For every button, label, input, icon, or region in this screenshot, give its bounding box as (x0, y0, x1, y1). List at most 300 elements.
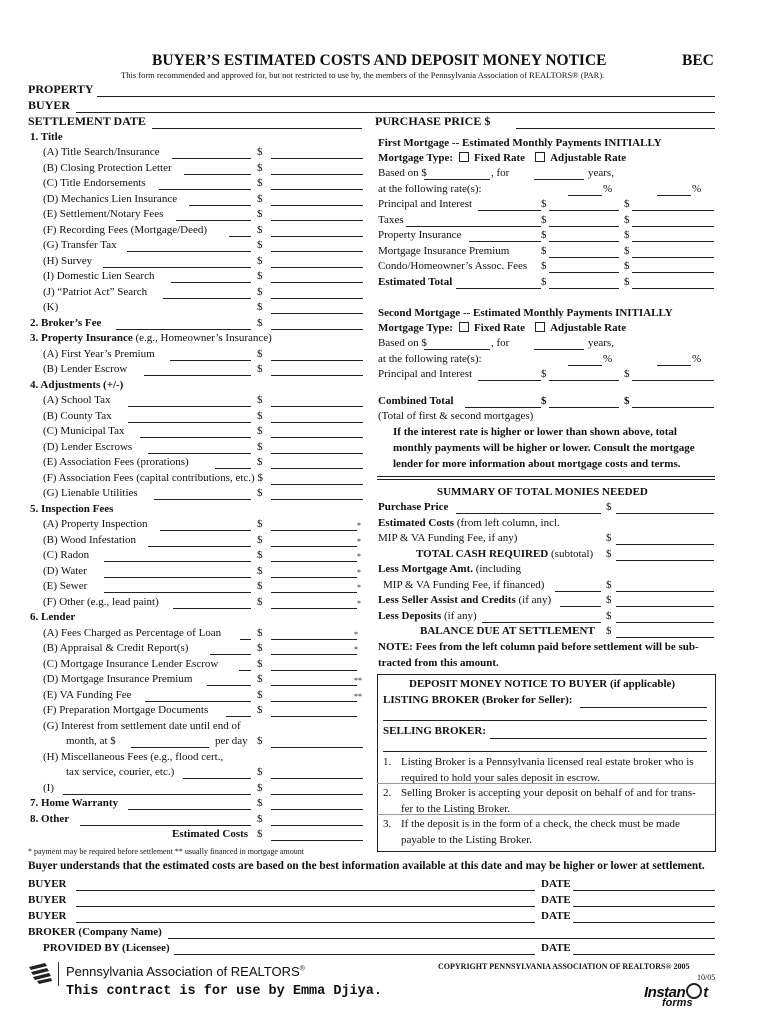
buyer-signature-field[interactable] (76, 890, 535, 891)
dollar-sign: $ (257, 239, 263, 251)
title-item-3: (D) Mechanics Lien Insurance (43, 192, 178, 205)
lender-item-5: (F) Preparation Mortgage Documents (43, 704, 209, 716)
deposit-note-line-1: If the deposit is in the form of a check, the check must be made (401, 818, 680, 830)
dollar-sign: $ (541, 368, 547, 380)
warning-line-2: monthly payments will be higher or lower. Consult the mortgage (393, 442, 695, 454)
dollar-sign: $ (541, 198, 547, 210)
cost-item-blank[interactable] (145, 701, 251, 702)
inspection-item-1: (B) Wood Infestation (43, 533, 137, 546)
fixed-rate-checkbox[interactable] (459, 152, 469, 162)
dollar-sign: $ (257, 673, 263, 685)
lender-item-11: (I) (43, 781, 54, 794)
fixed-rate-checkbox[interactable] (459, 322, 469, 332)
brokers-fee-blank[interactable] (116, 329, 251, 330)
summary-blank[interactable] (456, 513, 601, 514)
property-field[interactable] (97, 96, 715, 97)
summary-row (378, 610, 477, 622)
cost-amount-field[interactable] (271, 499, 363, 500)
cost-amount-field[interactable] (271, 685, 357, 686)
cost-item-blank[interactable] (229, 236, 251, 237)
cost-amount-field[interactable] (271, 530, 357, 531)
combined-total-amount-2[interactable] (632, 407, 714, 408)
combined-total-amount-1[interactable] (549, 407, 619, 408)
summary-row-text: (from left column, incl. (454, 516, 560, 529)
adjustment-item-3: (D) Lender Escrows (43, 440, 133, 453)
asterisk-marker: * (354, 629, 358, 639)
taxes-label: Taxes (378, 213, 404, 226)
dollar-sign: $ (257, 626, 263, 639)
title-item-0: (A) Title Search/Insurance (43, 146, 160, 158)
cost-item-blank[interactable] (173, 608, 251, 609)
cost-amount-field[interactable] (271, 313, 363, 314)
adjustable-rate-checkbox[interactable] (535, 152, 545, 162)
cost-item-blank[interactable] (148, 453, 251, 454)
estimated-total-blank[interactable] (456, 288, 541, 289)
dollar-sign: $ (257, 595, 263, 608)
instant-forms-sub: forms (662, 997, 693, 1009)
dollar-sign: $ (257, 316, 263, 329)
buyer-sign-label-2: BUYER (28, 910, 67, 922)
deposit-note-number: 2. (383, 787, 392, 799)
other-amount[interactable] (271, 825, 363, 826)
asterisk-marker: * (357, 536, 361, 546)
summary-note-2: tracted from this amount. (378, 657, 499, 669)
par-logo-name: Pennsylvania Association of REALTORS (66, 964, 300, 979)
dollar-sign: $ (257, 704, 263, 716)
home-warranty-amount[interactable] (271, 809, 363, 810)
summary-row (378, 532, 517, 544)
adjustable-rate-checkbox[interactable] (535, 322, 545, 332)
dollar-sign: $ (257, 285, 263, 298)
cost-amount-field[interactable] (271, 189, 363, 190)
principal-interest-label: Principal and Interest (378, 368, 473, 380)
dollar-sign: $ (257, 347, 263, 360)
loan-term-field[interactable] (534, 349, 584, 350)
date-label: DATE (541, 910, 571, 922)
form-code: BEC (682, 52, 714, 69)
selling-broker-field-2[interactable] (383, 751, 707, 752)
asterisk-marker: * (357, 598, 361, 608)
based-on-label: Based on $ (378, 167, 427, 179)
estimated-total-amount-1[interactable] (549, 288, 619, 289)
dollar-sign: $ (541, 275, 547, 288)
cost-item-blank[interactable] (104, 577, 251, 578)
cost-amount-field[interactable] (271, 437, 363, 438)
dollar-sign: $ (257, 642, 263, 654)
selling-broker-field[interactable] (490, 738, 707, 739)
cost-amount-field[interactable] (271, 794, 363, 795)
summary-amount-field[interactable] (616, 560, 714, 561)
first-mortgage-heading: First Mortgage -- Estimated Monthly Payments INITIALLY (378, 137, 662, 149)
cost-item-blank[interactable] (148, 546, 251, 547)
summary-row (378, 594, 551, 606)
dollar-sign: $ (257, 192, 263, 205)
cost-item-blank[interactable] (63, 794, 251, 795)
par-logo-reg: ® (299, 965, 305, 973)
title-item-6: (G) Transfer Tax (43, 239, 117, 251)
settlement-date-label: SETTLEMENT DATE (28, 114, 146, 128)
broker-company-field[interactable] (168, 938, 715, 939)
cost-amount-field[interactable] (271, 778, 363, 779)
cost-amount-field[interactable] (271, 422, 363, 423)
mortgage-insurance-amount-1[interactable] (549, 257, 619, 258)
date-field[interactable] (573, 906, 715, 907)
cost-item-blank[interactable] (172, 158, 251, 159)
summary-amount-field[interactable] (616, 622, 714, 623)
cost-item-blank[interactable] (103, 267, 251, 268)
summary-amount-field[interactable] (616, 544, 714, 545)
cost-item-blank[interactable] (184, 174, 251, 175)
summary-row-text: Purchase Price (378, 501, 449, 513)
property-insurance-amount-1[interactable] (549, 241, 619, 242)
inspection-heading: 5. Inspection Fees (30, 502, 114, 515)
home-warranty-blank[interactable] (128, 809, 251, 810)
warning-line-3: lender for more information about mortgage costs and terms. (393, 458, 681, 470)
mortgage-type-label: Mortgage Type: (378, 152, 454, 164)
cost-item-blank[interactable] (159, 189, 251, 190)
percent-sign: % (692, 352, 702, 365)
dollar-sign: $ (624, 395, 630, 407)
loan-amount-field[interactable] (424, 179, 490, 180)
cost-amount-field[interactable] (271, 654, 357, 655)
taxes-amount-1[interactable] (549, 226, 619, 227)
percent-sign: % (692, 182, 702, 195)
buyer-sign-label-0: BUYER (28, 878, 67, 890)
estimated-costs-amount[interactable] (271, 840, 363, 841)
summary-amount-field[interactable] (616, 606, 714, 607)
dollar-sign: $ (257, 208, 263, 220)
inspection-item-5: (F) Other (e.g., lead paint) (43, 595, 159, 608)
combined-total-blank[interactable] (465, 407, 541, 408)
cost-amount-field[interactable] (271, 546, 357, 547)
adjustable-rate-label: Adjustable Rate (550, 322, 627, 334)
buyer-statement: Buyer understands that the estimated costs are based on the best information available at this date and may be higher or lower at settlement. (28, 860, 705, 872)
cost-amount-field[interactable] (271, 468, 363, 469)
cost-item-blank[interactable] (239, 670, 251, 671)
cost-item-blank[interactable] (128, 422, 251, 423)
cost-amount-field[interactable] (271, 251, 363, 252)
date-label: DATE (541, 894, 571, 906)
asterisk-marker: * (357, 583, 361, 592)
dollar-sign: $ (257, 518, 263, 530)
dollar-sign: $ (257, 766, 263, 778)
instant-forms-t: t (703, 984, 708, 1001)
cost-item-blank[interactable] (210, 654, 251, 655)
cost-amount-field[interactable] (271, 484, 363, 485)
cost-item-blank[interactable] (104, 561, 251, 562)
dollar-sign: $ (257, 440, 263, 453)
brokers-fee-label: 2. Broker’s Fee (30, 316, 102, 329)
selling-broker-label: SELLING BROKER: (383, 725, 486, 737)
interest-amount-field[interactable] (131, 747, 209, 748)
cost-amount-field[interactable] (271, 282, 363, 283)
insurance-item-1: (B) Lender Escrow (43, 363, 128, 375)
title-section-heading: 1. Title (30, 131, 63, 143)
cost-item-blank[interactable] (144, 375, 251, 376)
years-label: years, (588, 337, 614, 349)
loan-term-field[interactable] (534, 179, 584, 180)
settlement-date-field[interactable] (152, 128, 362, 129)
lender-item-1: (B) Appraisal & Credit Report(s) (43, 642, 189, 654)
inspection-item-2: (C) Radon (43, 549, 90, 561)
per-day-label: per day (215, 735, 248, 747)
for-label: , for (491, 167, 510, 179)
taxes-amount-2[interactable] (632, 226, 714, 227)
following-rates-label: at the following rate(s): (378, 352, 482, 365)
title-item-10: (K) (43, 301, 59, 313)
rate-field-1[interactable] (568, 195, 602, 196)
instant-forms-word: Instan (644, 984, 686, 1001)
cost-item-blank[interactable] (140, 437, 251, 438)
brokers-fee-amount[interactable] (271, 329, 363, 330)
cost-amount-field[interactable] (271, 220, 363, 221)
summary-blank[interactable] (560, 606, 601, 607)
cost-item-blank[interactable] (240, 639, 251, 640)
deposit-note-line-2: payable to the Listing Broker. (401, 834, 533, 846)
first-mortgage-type (378, 152, 626, 164)
dollar-sign: $ (257, 146, 263, 158)
summary-amount-field[interactable] (616, 513, 714, 514)
lender-item-6: (G) Interest from settlement date until end of (43, 719, 241, 732)
principal-interest-amount-2[interactable] (632, 210, 714, 211)
cost-item-blank[interactable] (170, 360, 251, 361)
rate-field-2[interactable] (657, 195, 691, 196)
date-label: DATE (541, 878, 571, 890)
cost-amount-field[interactable] (271, 592, 357, 593)
combined-total-label: Combined Total (378, 395, 454, 407)
property-insurance-blank[interactable] (469, 241, 541, 242)
dollar-sign: $ (257, 657, 263, 670)
rate-field-1[interactable] (568, 365, 602, 366)
cost-amount-field[interactable] (271, 267, 363, 268)
cost-item-blank[interactable] (176, 220, 251, 221)
buyer-label: BUYER (28, 98, 71, 112)
dollar-sign: $ (606, 532, 612, 544)
summary-row-text: TOTAL CASH REQUIRED (416, 547, 549, 560)
summary-amount-field[interactable] (616, 637, 714, 638)
following-rates-label: at the following rate(s): (378, 182, 482, 195)
adjustment-item-0: (A) School Tax (43, 394, 111, 406)
buyer-signature-field[interactable] (76, 922, 535, 923)
dollar-sign: $ (257, 781, 263, 794)
combined-total-note: (Total of first & second mortgages) (378, 410, 534, 422)
dollar-sign: $ (257, 549, 263, 561)
dollar-sign: $ (257, 161, 263, 174)
cost-amount-field[interactable] (271, 608, 357, 609)
property-insurance-heading (30, 332, 272, 344)
other-label: 8. Other (30, 812, 70, 825)
cost-amount-field[interactable] (271, 716, 357, 717)
buyer-field[interactable] (76, 112, 715, 113)
adjustment-item-1: (B) County Tax (43, 409, 112, 422)
dollar-sign: $ (257, 533, 263, 546)
date-field[interactable] (573, 954, 715, 955)
summary-row (420, 625, 595, 637)
property-label: PROPERTY (28, 82, 94, 96)
dollar-sign: $ (624, 213, 630, 226)
cost-amount-field[interactable] (271, 406, 363, 407)
cost-item-blank[interactable] (215, 468, 251, 469)
cost-amount-field[interactable] (271, 205, 363, 206)
asterisk-marker: * (354, 645, 358, 654)
asterisk-marker: ** (354, 691, 362, 701)
cost-item-blank[interactable] (189, 205, 251, 206)
footnote: * payment may be required before settlement ** usually financed in mortgage amount (28, 847, 304, 856)
cost-item-blank[interactable] (127, 251, 251, 252)
dollar-sign: $ (606, 594, 612, 606)
cost-item-blank[interactable] (160, 530, 251, 531)
buyer-signature-field[interactable] (76, 906, 535, 907)
estimated-costs-label: Estimated Costs (172, 828, 249, 840)
summary-row (378, 517, 560, 529)
cost-amount-field[interactable] (271, 453, 363, 454)
summary-blank[interactable] (555, 591, 601, 592)
cost-amount-field[interactable] (271, 670, 357, 671)
cost-item-blank[interactable] (226, 716, 251, 717)
asterisk-marker: * (357, 567, 361, 577)
adjustable-rate-label: Adjustable Rate (550, 152, 627, 164)
principal-interest-label: Principal and Interest (378, 198, 473, 210)
property-insurance-amount-2[interactable] (632, 241, 714, 242)
taxes-blank[interactable] (406, 226, 541, 227)
par-logo-icon (27, 961, 55, 985)
cost-item-blank[interactable] (154, 499, 251, 500)
summary-row-text: Less Deposits (378, 609, 442, 622)
deposit-title: DEPOSIT MONEY NOTICE TO BUYER (if applicable) (409, 678, 676, 690)
other-blank[interactable] (80, 825, 251, 826)
buyer-sign-label-1: BUYER (28, 894, 67, 906)
cost-amount-field[interactable] (271, 639, 357, 640)
title-item-8: (I) Domestic Lien Search (43, 270, 155, 282)
summary-blank[interactable] (482, 622, 601, 623)
dollar-sign: $ (541, 260, 547, 272)
cost-amount-field[interactable] (271, 747, 363, 748)
principal-interest-blank[interactable] (478, 210, 541, 211)
summary-row-text: BALANCE DUE AT SETTLEMENT (420, 625, 595, 637)
dollar-sign: $ (606, 625, 612, 637)
asterisk-marker: ** (354, 676, 362, 685)
principal-interest-blank[interactable] (478, 380, 541, 381)
cost-amount-field[interactable] (271, 158, 363, 159)
cost-item-blank[interactable] (163, 298, 251, 299)
summary-row-text: MIP & VA Funding Fee, if any) (378, 532, 518, 544)
estimated-total-label: Estimated Total (378, 275, 453, 288)
licensee-field[interactable] (174, 954, 535, 955)
mortgage-type-label: Mortgage Type: (378, 322, 454, 334)
for-label: , for (491, 337, 510, 349)
summary-note-1: NOTE: Fees from the left column paid before settlement will be sub- (378, 641, 699, 653)
cost-amount-field[interactable] (271, 174, 363, 175)
inspection-item-3: (D) Water (43, 564, 87, 577)
years-label: years, (588, 167, 614, 179)
dollar-sign: $ (541, 229, 547, 241)
deposit-divider (377, 814, 715, 815)
cost-amount-field[interactable] (271, 375, 363, 376)
listing-broker-field-2[interactable] (383, 720, 707, 721)
inspection-item-4: (E) Sewer (43, 580, 88, 592)
cost-item-blank[interactable] (207, 685, 251, 686)
dollar-sign: $ (541, 213, 547, 226)
provided-by-label: PROVIDED BY (Licensee) (43, 942, 170, 954)
percent-sign: % (603, 182, 613, 195)
purchase-price-field[interactable] (516, 128, 715, 129)
inspection-item-0: (A) Property Inspection (43, 518, 148, 530)
cost-item-blank[interactable] (104, 592, 251, 593)
condo-fees-amount-1[interactable] (549, 272, 619, 273)
deposit-note-line-2: fer to the Listing Broker. (401, 803, 511, 815)
summary-row (416, 548, 593, 560)
dollar-sign: $ (624, 244, 630, 257)
title-item-1: (B) Closing Protection Letter (43, 161, 172, 174)
dollar-sign: $ (606, 609, 612, 622)
dollar-sign: $ (257, 797, 263, 809)
adjustment-item-5: (F) Association Fees (capital contributions, etc.) $ (43, 471, 263, 484)
date-field[interactable] (573, 922, 715, 923)
cost-item-blank[interactable] (171, 282, 251, 283)
lender-heading: 6. Lender (30, 611, 76, 623)
property-insurance-label: Property Insurance (378, 229, 462, 241)
summary-amount-field[interactable] (616, 591, 714, 592)
summary-row-text: Less Seller Assist and Credits (378, 594, 516, 606)
cost-amount-field[interactable] (271, 577, 357, 578)
date-field[interactable] (573, 890, 715, 891)
cost-amount-field[interactable] (271, 701, 357, 702)
estimated-total-amount-2[interactable] (632, 288, 714, 289)
cost-amount-field[interactable] (271, 561, 357, 562)
copyright: COPYRIGHT PENNSYLVANIA ASSOCIATION OF REALTORS® 2005 (438, 962, 690, 971)
second-mortgage-heading: Second Mortgage -- Estimated Monthly Payments INITIALLY (378, 307, 673, 319)
lender-item-2: (C) Mortgage Insurance Lender Escrow (43, 657, 219, 670)
listing-broker-field[interactable] (580, 707, 707, 708)
dollar-sign: $ (257, 564, 263, 577)
lender-item-0: (A) Fees Charged as Percentage of Loan (43, 626, 222, 639)
cost-amount-field[interactable] (271, 360, 363, 361)
adjustment-item-2: (C) Municipal Tax (43, 425, 125, 437)
cost-amount-field[interactable] (271, 236, 363, 237)
summary-row (378, 563, 521, 575)
principal-interest-amount-1[interactable] (549, 210, 619, 211)
rate-field-2[interactable] (657, 365, 691, 366)
property-insurance-label: 3. Property Insurance (30, 332, 133, 344)
fixed-rate-label: Fixed Rate (474, 322, 526, 334)
form-subtitle: This form recommended and approved for, but not restricted to use by, the members of the Pennsylvania Association of REALTORS® (PAR). (121, 70, 605, 80)
cost-amount-field[interactable] (271, 298, 363, 299)
loan-amount-field[interactable] (424, 349, 490, 350)
adjustment-item-6: (G) Lienable Utilities (43, 487, 138, 499)
cost-item-blank[interactable] (183, 778, 251, 779)
condo-fees-amount-2[interactable] (632, 272, 714, 273)
principal-interest-amount-2[interactable] (632, 380, 714, 381)
mortgage-insurance-amount-2[interactable] (632, 257, 714, 258)
dollar-sign: $ (257, 487, 263, 499)
dollar-sign: $ (257, 812, 263, 825)
percent-sign: % (603, 352, 613, 365)
lender-item-9: (H) Miscellaneous Fees (e.g., flood cert., (43, 750, 224, 763)
home-warranty-label: 7. Home Warranty (30, 797, 119, 809)
deposit-note-line-2: required to hold your sales deposit in escrow. (401, 772, 601, 784)
dollar-sign: $ (606, 547, 612, 560)
summary-row-text: (subtotal) (548, 547, 594, 560)
principal-interest-amount-1[interactable] (549, 380, 619, 381)
dollar-sign: $ (624, 198, 630, 210)
dollar-sign: $ (624, 260, 630, 272)
mortgage-insurance-label: Mortgage Insurance Premium (378, 244, 510, 257)
dollar-sign: $ (257, 301, 263, 313)
asterisk-marker: * (357, 552, 361, 561)
dollar-sign: $ (541, 395, 547, 407)
cost-item-blank[interactable] (128, 406, 251, 407)
contract-note: This contract is for use by Emma Djiya. (66, 984, 382, 999)
